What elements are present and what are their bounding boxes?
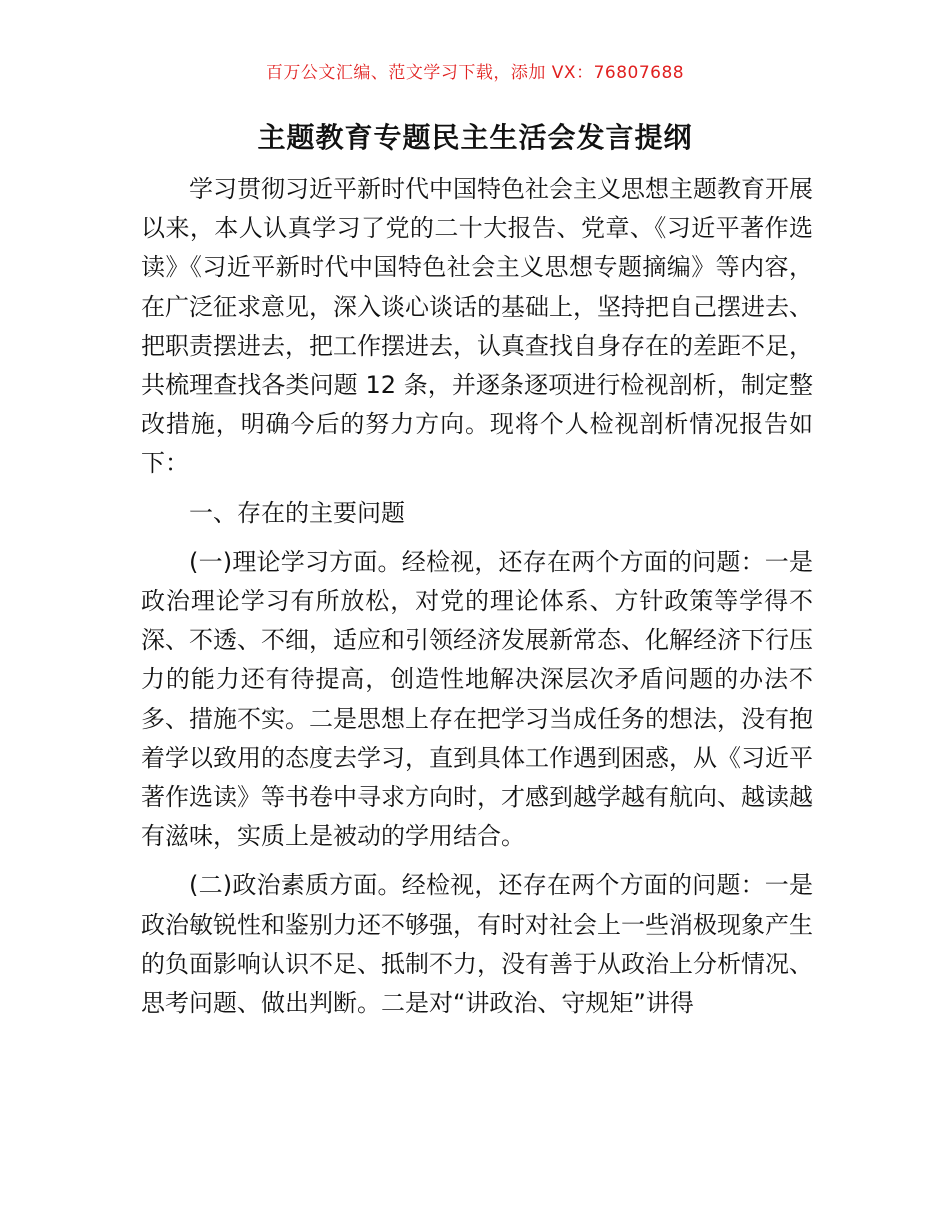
intro-paragraph: 学习贯彻习近平新时代中国特色社会主义思想主题教育开展以来，本人认真学习了党的二十大报告、党章、《习近平著作选读》《习近平新时代中国特色社会主义思想专题摘编》等内容，在广泛征求意见，深入谈心谈话的基础上，坚持把自己摆进去、把职责摆进去，把工作摆进去，认真查找自身存在的差距不足，共梳理查找各类问题 12 条，并逐条逐项进行检视剖析，制定整改措施，明确今后的努力方向。现将个人检视剖析情况报告如下： (141, 175, 813, 478)
document-body (141, 170, 813, 1023)
paragraph-political-quality: (二)政治素质方面。经检视，还存在两个方面的问题：一是政治敏锐性和鉴别力还不够强，有时对社会上一些消极现象产生的负面影响认识不足、抵制不力，没有善于从政治上分析情况、思考问题、做出判断。二是对“讲政治、守规矩”讲得 (141, 871, 813, 1018)
paragraph-theory-study: (一)理论学习方面。经检视，还存在两个方面的问题：一是政治理论学习有所放松，对党的理论体系、方针政策等学得不深、不透、不细，适应和引领经济发展新常态、化解经济下行压力的能力还有待提高，创造性地解决深层次矛盾问题的办法不多、措施不实。二是思想上存在把学习当成任务的想法，没有抱着学以致用的态度去学习，直到具体工作遇到困惑，从《习近平著作选读》等书卷中寻求方向时，才感到越学越有航向、越读越有滋味，实质上是被动的学用结合。 (141, 547, 813, 851)
page-title: 主题教育专题民主生活会发言提纲 (257, 121, 693, 154)
section-heading-problems: 一、存在的主要问题 (189, 498, 405, 527)
watermark-header: 百万公文汇编、范文学习下载，添加 VX：76807688 (265, 63, 685, 83)
